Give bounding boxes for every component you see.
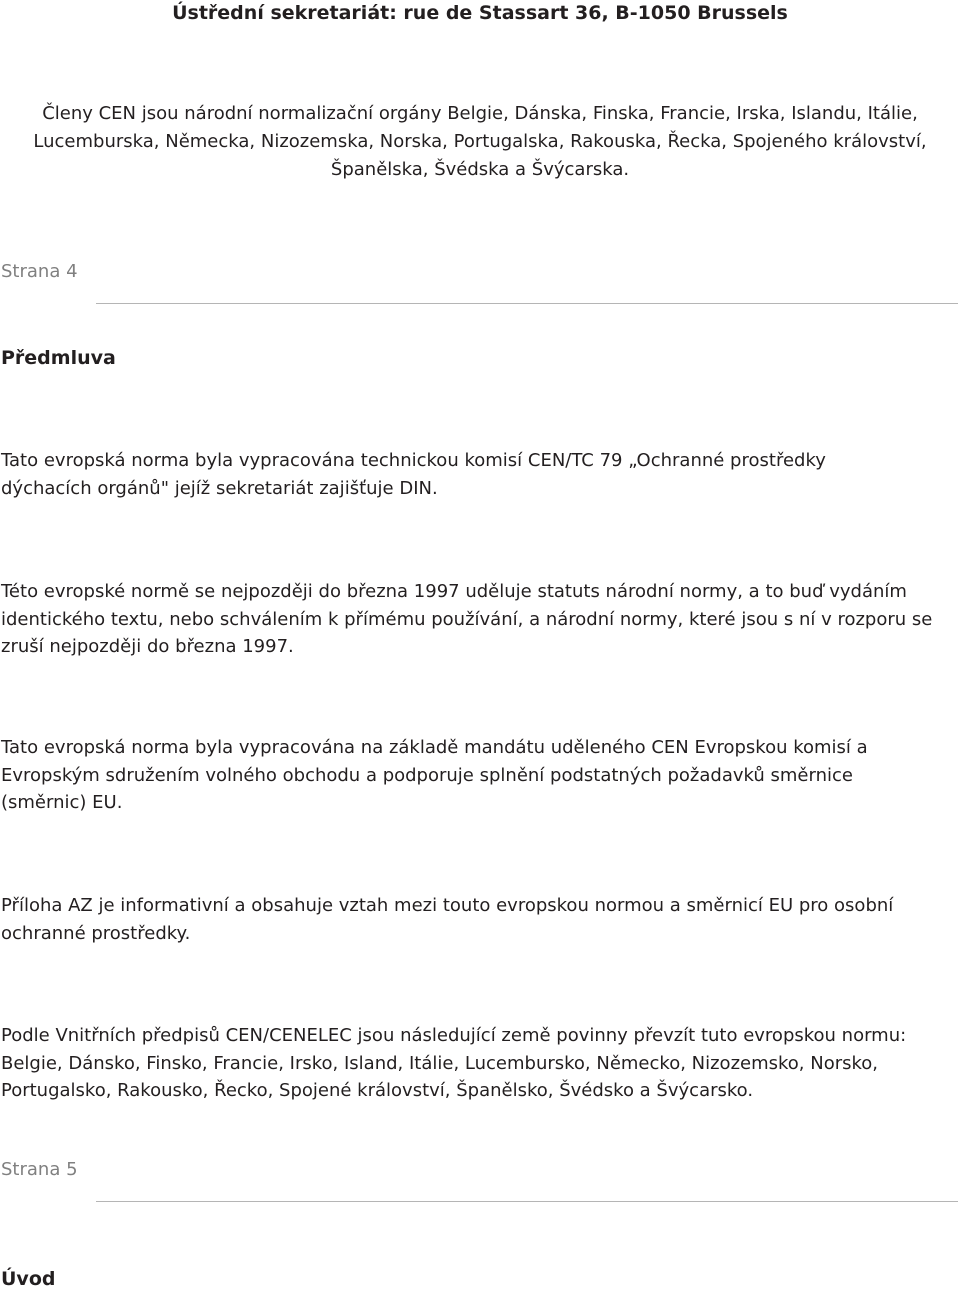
members-line-1: Členy CEN jsou národní normalizační orgány Belgie, Dánska, Finska, Francie, Irska, Islandu, Itálie, xyxy=(42,103,918,124)
introduction-heading: Úvod xyxy=(1,1268,56,1290)
foreword-paragraph-5: Podle Vnitřních předpisů CEN/CENELEC jsou následující země povinny převzít tuto evropskou normu: Belgie, Dánsko, Finsko, Francie, Irsko, Island, Itálie, Lucembursko, Německo, Nizozemsko, Norsko, Portugalsko, Rakousko, Řecko, Spojené království, Španělsko, Švédsko a Švýcarsko. xyxy=(1,1025,907,1101)
foreword-paragraph-4: Příloha AZ je informativní a obsahuje vztah mezi touto evropskou normou a směrnicí EU pro osobní ochranné prostředky. xyxy=(1,895,894,944)
foreword-paragraph-3: Tato evropská norma byla vypracována na základě mandátu uděleného CEN Evropskou komisí a Evropským sdružením volného obchodu a podporuje splnění podstatných požadavků směrnice (směrnic) EU. xyxy=(1,737,868,813)
foreword-paragraph-1: Tato evropská norma byla vypracována technickou komisí CEN/TC 79 „Ochranné prostředky dýchacích orgánů" jejíž sekretariát zajišťuje DIN. xyxy=(1,450,826,499)
cen-members-paragraph xyxy=(0,100,960,184)
foreword-paragraph-2: Této evropské normě se nejpozději do března 1997 uděluje statuts národní normy, a to buď vydáním identického textu, nebo schválením k přímému používání, a národní normy, které jsou s ní v rozporu se zruší nejpozději do března 1997. xyxy=(1,581,933,657)
page-number-5: Strana 5 xyxy=(1,1159,78,1180)
page-number-4: Strana 4 xyxy=(1,261,78,282)
page-divider-4 xyxy=(96,303,958,304)
members-line-3: Španělska, Švédska a Švýcarska. xyxy=(330,159,630,180)
foreword-heading: Předmluva xyxy=(1,347,116,369)
secretariat-address: Ústřední sekretariát: rue de Stassart 36, B-1050 Brussels xyxy=(172,2,788,24)
members-line-2: Lucemburska, Německa, Nizozemska, Norska, Portugalska, Rakouska, Řecka, Spojeného království, xyxy=(33,131,927,152)
page-divider-5 xyxy=(96,1201,958,1202)
